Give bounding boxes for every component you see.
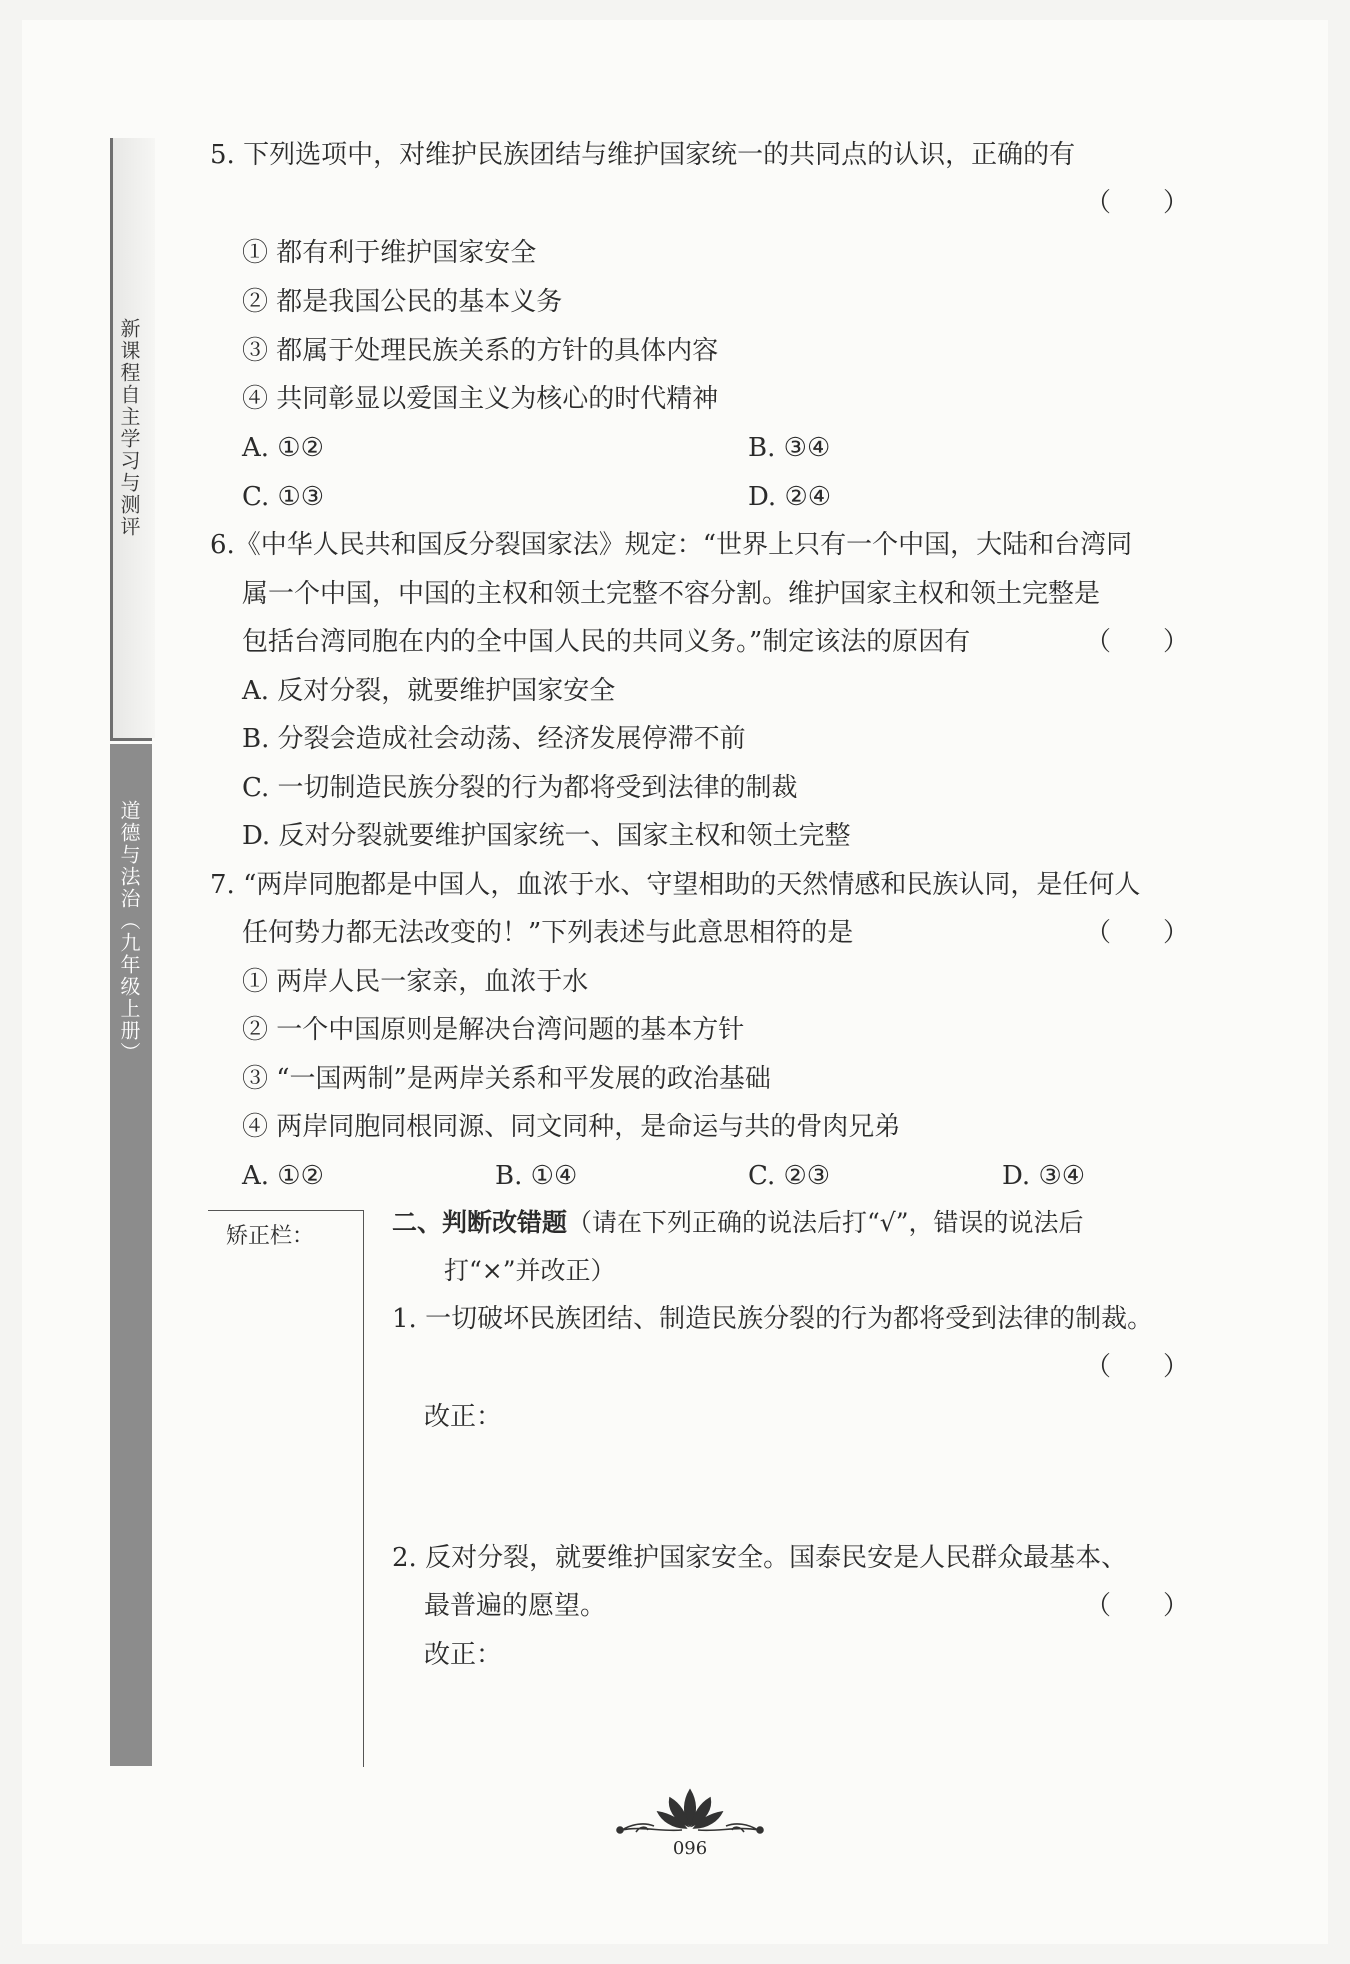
q7-item-4: ④ 两岸同胞同根同源、同文同种，是命运与共的骨肉兄弟 <box>242 1112 901 1142</box>
q6-stem-line-3: 包括台湾同胞在内的全中国人民的共同义务。”制定该法的原因有 <box>242 627 971 657</box>
section2-instruction-b: 打“×”并改正） <box>444 1256 616 1285</box>
judge-2-correction: 改正： <box>424 1640 503 1670</box>
q5-item-4: ④ 共同彰显以爱国主义为核心的时代精神 <box>242 384 719 414</box>
judge-2-line-2: 最普遍的愿望。 <box>424 1591 607 1621</box>
judge-2-line-1: 2. 反对分裂，就要维护国家安全。国泰民安是人民群众最基本、 <box>392 1543 1128 1573</box>
q5-option-a: A. ①② <box>242 433 324 463</box>
q5-option-d: D. ②④ <box>748 482 832 512</box>
q5-stem: 5. 下列选项中，对维护民族团结与维护国家统一的共同点的认识，正确的有 <box>210 140 1076 170</box>
q7-option-d: D. ③④ <box>1002 1161 1086 1191</box>
q7-stem-line-1: 7. “两岸同胞都是中国人，血浓于水、守望相助的天然情感和民族认同，是任何人 <box>210 870 1141 900</box>
q6-option-a: A. 反对分裂，就要维护国家安全 <box>242 676 616 706</box>
q6-option-b: B. 分裂会造成社会动荡、经济发展停滞不前 <box>242 724 746 754</box>
q7-answer-paren: （ ） <box>1085 918 1190 948</box>
q7-option-a: A. ①② <box>242 1161 324 1191</box>
q5-item-3: ③ 都属于处理民族关系的方针的具体内容 <box>242 336 719 366</box>
side-tab-divider <box>110 738 152 741</box>
q6-answer-paren: （ ） <box>1085 627 1190 657</box>
q7-option-c: C. ②③ <box>748 1161 831 1191</box>
section2-instruction-a: （请在下列正确的说法后打“√”，错误的说法后 <box>567 1208 1084 1237</box>
judge-1-correction: 改正： <box>424 1402 503 1432</box>
q5-answer-paren: （ ） <box>1085 188 1190 218</box>
judge-1-answer-paren: （ ） <box>1085 1352 1190 1382</box>
q5-item-1: ① 都有利于维护国家安全 <box>242 238 537 268</box>
book-title: 道德与法治（九年级上册） <box>117 800 141 1064</box>
judge-2-answer-paren: （ ） <box>1085 1591 1190 1621</box>
judge-1-text: 1. 一切破坏民族团结、制造民族分裂的行为都将受到法律的制裁。 <box>392 1304 1154 1334</box>
q5-option-b: B. ③④ <box>748 433 831 463</box>
q7-item-2: ② 一个中国原则是解决台湾问题的基本方针 <box>242 1015 745 1045</box>
q6-option-d: D. 反对分裂就要维护国家统一、国家主权和领土完整 <box>242 821 851 851</box>
series-title: 新课程自主学习与测评 <box>117 318 141 538</box>
page-number: 096 <box>672 1838 708 1859</box>
q7-stem-line-2: 任何势力都无法改变的！”下列表述与此意思相符的是 <box>242 918 854 948</box>
q6-option-c: C. 一切制造民族分裂的行为都将受到法律的制裁 <box>242 773 798 803</box>
q5-item-2: ② 都是我国公民的基本义务 <box>242 287 563 317</box>
q6-stem-line-1: 6.《中华人民共和国反分裂国家法》规定：“世界上只有一个中国，大陆和台湾同 <box>210 530 1133 560</box>
q5-option-c: C. ①③ <box>242 482 325 512</box>
correction-column <box>208 1210 364 1767</box>
correction-label: 矫正栏： <box>226 1224 315 1249</box>
q6-stem-line-2: 属一个中国，中国的主权和领土完整不容分割。维护国家主权和领土完整是 <box>242 579 1101 609</box>
q7-item-1: ① 两岸人民一家亲，血浓于水 <box>242 967 589 997</box>
floral-ornament-icon <box>612 1786 768 1836</box>
section2-heading <box>392 1206 1084 1240</box>
section2-title: 二、判断改错题 <box>392 1208 568 1237</box>
q7-item-3: ③ “一国两制”是两岸关系和平发展的政治基础 <box>242 1064 771 1094</box>
q7-option-b: B. ①④ <box>495 1161 578 1191</box>
